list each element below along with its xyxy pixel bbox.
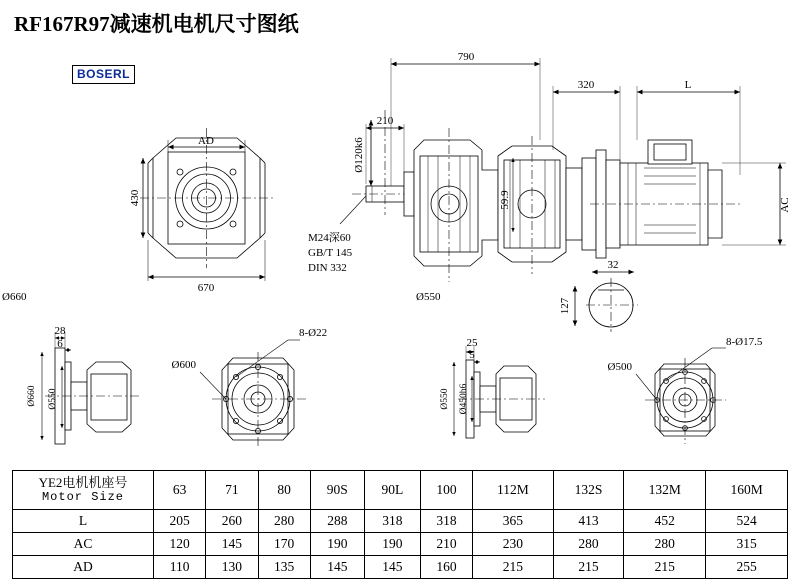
table-row [13, 556, 788, 579]
table-cell: 365 [473, 510, 554, 533]
table-cell: 288 [310, 510, 364, 533]
table-cell: 215 [624, 556, 706, 579]
dim-bm-flange: Ø600 [171, 359, 196, 371]
motor-size-cell: 100 [420, 471, 472, 510]
motor-size-cell: 90S [310, 471, 364, 510]
table-cell: 215 [473, 556, 554, 579]
motor-size-cell: 80 [258, 471, 310, 510]
table-header-row [13, 471, 788, 510]
brand-logo: BOSERL [72, 65, 135, 84]
dim-bl-t1: 28 [54, 325, 66, 337]
bottom-mid-view [200, 340, 306, 448]
dim-front-height: 430 [129, 189, 141, 207]
dim-shaft-diameter: Ø120k6 [353, 137, 365, 173]
dim-front-ad: AD [198, 135, 214, 147]
dim-bl-outer-top: Ø660 [2, 291, 27, 303]
dim-br-inner: Ø450h6 [459, 383, 469, 415]
table-cell: 315 [706, 533, 788, 556]
motor-size-cell: 63 [154, 471, 206, 510]
dim-key-length: 32 [607, 259, 619, 271]
table-cell: 120 [154, 533, 206, 556]
table-cell: 280 [258, 510, 310, 533]
motor-size-cell: 132M [624, 471, 706, 510]
note-standard-din: DIN 332 [308, 262, 347, 274]
table-cell: 452 [624, 510, 706, 533]
table-header-label-cn: YE2电机机座号 [38, 474, 128, 490]
dim-brr-flange: Ø500 [607, 361, 632, 373]
bottom-right-view [636, 348, 726, 444]
table-cell: 190 [364, 533, 420, 556]
table-cell: 145 [364, 556, 420, 579]
table-cell: 260 [206, 510, 258, 533]
table-cell: 318 [364, 510, 420, 533]
dim-motor-ac: AC [779, 197, 791, 213]
main-side-view [340, 58, 786, 282]
table-header-label-en: Motor Size [41, 489, 124, 504]
table-cell: 170 [258, 533, 310, 556]
table-cell: 130 [206, 556, 258, 579]
dim-br-t2: 5 [469, 349, 475, 361]
table-cell: 215 [553, 556, 624, 579]
motor-size-cell: 160M [706, 471, 788, 510]
page-title: RF167R97减速机电机尺寸图纸 [14, 12, 299, 36]
motor-size-cell: 132S [553, 471, 624, 510]
front-view [140, 128, 275, 281]
table-cell: 524 [706, 510, 788, 533]
dim-bl-t2: 6 [57, 338, 63, 350]
table-cell: 145 [206, 533, 258, 556]
row-label: L [13, 510, 154, 533]
dim-br-outer-top: Ø550 [416, 291, 441, 303]
dim-br-t1: 25 [466, 337, 478, 349]
row-label: AD [13, 556, 154, 579]
dim-top-total: 790 [457, 51, 475, 63]
table-cell: 255 [706, 556, 788, 579]
dim-brr-bolt: 8-Ø17.5 [726, 336, 763, 348]
dim-key-height: 127 [559, 297, 571, 315]
table-cell: 145 [310, 556, 364, 579]
dim-bl-outer: Ø660 [27, 385, 37, 407]
dim-hub-height: 59.9 [499, 190, 511, 210]
row-label: AC [13, 533, 154, 556]
dim-motor-length: L [684, 79, 692, 91]
table-header-label [13, 471, 154, 510]
motor-size-cell: 71 [206, 471, 258, 510]
dim-shaft-length: 210 [376, 115, 394, 127]
motor-size-cell: 90L [364, 471, 420, 510]
key-detail [575, 272, 638, 332]
table-row [13, 510, 788, 533]
table-cell: 110 [154, 556, 206, 579]
motor-size-table [12, 470, 788, 579]
table-cell: 280 [553, 533, 624, 556]
table-cell: 210 [420, 533, 472, 556]
table-cell: 135 [258, 556, 310, 579]
table-cell: 318 [420, 510, 472, 533]
table-cell: 280 [624, 533, 706, 556]
dim-br-outer: Ø550 [440, 388, 450, 410]
dim-front-width: 670 [197, 282, 215, 294]
table-cell: 413 [553, 510, 624, 533]
table-cell: 160 [420, 556, 472, 579]
table-row [13, 533, 788, 556]
table-cell: 205 [154, 510, 206, 533]
dim-bm-bolt: 8-Ø22 [299, 327, 328, 339]
table-cell: 190 [310, 533, 364, 556]
note-thread: M24深60 [308, 232, 351, 244]
motor-size-cell: 112M [473, 471, 554, 510]
note-standard-gbt: GB/T 145 [308, 247, 353, 259]
dim-top-flange: 320 [577, 79, 595, 91]
dim-bl-inner: Ø550 [48, 388, 58, 410]
table-cell: 230 [473, 533, 554, 556]
